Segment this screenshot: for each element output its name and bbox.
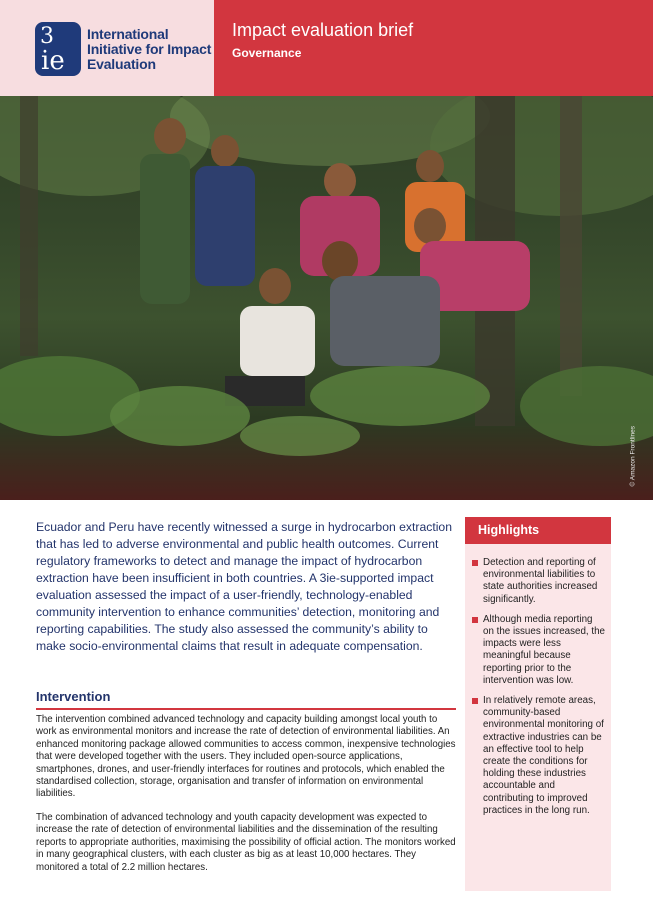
cover-photo: [0, 96, 653, 500]
highlights-heading: Highlights: [465, 517, 611, 544]
intervention-paragraph: The intervention combined advanced technology and capacity building amongst local youth to work as environmental monitors and increase the rate of detection of environmental liabilities. An enhanced monitoring package allowed communities to access common, inexpensive technologies that were developed together with the users. They included open-source applications, smartphones, drones, and user-friendly interfaces for routines and protocols, which enabled the standardised collection, storage, organisation and transfer of information on environmental liabilities.: [36, 714, 456, 800]
highlight-item: Detection and reporting of environmental liabilities to state authorities increased significantly.: [465, 557, 611, 606]
photo-credit: © Amazon Frontlines: [629, 426, 636, 487]
intervention-paragraph: The combination of advanced technology and youth capacity development was expected to increase the rate of detection of environmental liabilities and the dissemination of the resulting reports to appropriate authorities, maximising the possibility of official action. The monitors worked in many geographical clusters, with each cluster as big as at least 10,000 hectares. They monitored a total of 2.2 million hectares.: [36, 812, 456, 873]
intro-paragraph: Ecuador and Peru have recently witnessed a surge in hydrocarbon extraction that has led to adverse environmental and public health outcomes. Current regulatory frameworks to detect and manage the impact of hydrocarbon extraction have been insufficient in both countries. A 3ie-supported impact evaluation assessed the impact of a user-friendly, technology-enabled community intervention to enhance communities’ detection, monitoring and reporting capabilities. The study also assessed the community’s ability to make socio-environmental claims that result in adequate compensation.: [36, 520, 452, 653]
intervention-heading: Intervention: [36, 689, 456, 710]
3ie-logo-icon: 3 ie: [35, 22, 81, 76]
brief-type: Impact evaluation brief: [232, 20, 414, 40]
square-bullet-icon: [472, 560, 478, 566]
highlights-box: [465, 517, 611, 891]
highlight-item: Although media reporting on the issues increased, the impacts were less meaningful because reporting prior to the intervention was low.: [465, 614, 611, 687]
highlights-list: [465, 557, 611, 825]
header-logo-area: [0, 0, 214, 96]
forest-scene-illustration: [0, 96, 653, 500]
square-bullet-icon: [472, 617, 478, 623]
square-bullet-icon: [472, 698, 478, 704]
highlight-item: In relatively remote areas, community-based environmental monitoring of extractive industries can be an effective tool to help create the conditions for holding these industries accountable and contributing to improved practices in the long run.: [465, 695, 611, 817]
header-brief-banner: [214, 0, 653, 96]
organization-name: International Initiative for Impact Evaluation: [87, 26, 212, 72]
brief-topic: Governance: [232, 46, 302, 60]
